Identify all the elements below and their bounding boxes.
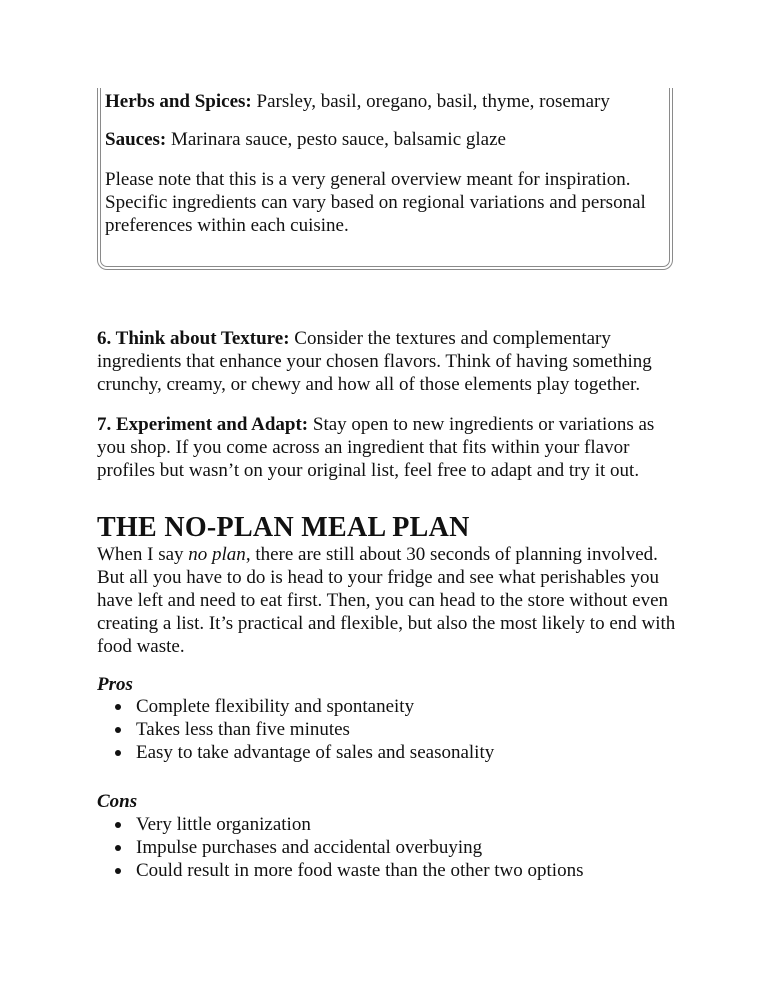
step-texture-label: 6. Think about Texture: <box>97 328 290 349</box>
pros-title: Pros <box>97 674 133 695</box>
ingredients-box <box>97 88 673 270</box>
bullet-icon <box>115 845 121 851</box>
step-experiment-text: Stay open to new ingredients or variations as you shop. If you come across an ingredient that fits within your flavor profiles but wasn’t on your original list, feel free to adapt and try it out. <box>97 414 655 481</box>
step-experiment <box>97 413 687 482</box>
bullet-icon <box>115 750 121 756</box>
list-item: Impulse purchases and accidental overbuying <box>112 836 583 859</box>
list-item: Takes less than five minutes <box>112 718 494 741</box>
step-texture-text: Consider the textures and complementary ingredients that enhance your chosen flavors. Think of having something crunchy, creamy, or chewy and how all of those elements play together. <box>97 328 652 395</box>
step-experiment-label: 7. Experiment and Adapt: <box>97 414 309 435</box>
herbs-line <box>105 90 610 113</box>
sauces-line <box>105 128 506 151</box>
bullet-icon <box>115 868 121 874</box>
pros-list <box>112 695 494 764</box>
intro-before: When I say <box>97 544 189 565</box>
section-title: THE NO-PLAN MEAL PLAN <box>97 512 470 543</box>
list-item: Could result in more food waste than the other two options <box>112 859 583 882</box>
list-item: Very little organization <box>112 813 583 836</box>
section-intro <box>97 543 682 658</box>
cons-title: Cons <box>97 791 138 812</box>
step-texture <box>97 327 687 396</box>
sauces-label: Sauces: <box>105 129 167 150</box>
intro-emphasis: no plan <box>188 544 246 565</box>
cons-list <box>112 813 583 882</box>
bullet-icon <box>115 727 121 733</box>
bullet-icon <box>115 822 121 828</box>
intro-after: , there are still about 30 seconds of planning involved. But all you have to do is head to your fridge and see what perishables you have left and need to eat first. Then, you can head to the store without even creating a list. It’s practical and flexible, but also the most likely to end with food waste. <box>97 544 676 657</box>
herbs-text: Parsley, basil, oregano, basil, thyme, rosemary <box>251 91 610 112</box>
box-note: Please note that this is a very general overview meant for inspiration. Specific ingredients can vary based on regional variations and personal preferences within each cuisine. <box>105 169 646 236</box>
list-item: Complete flexibility and spontaneity <box>112 695 494 718</box>
sauces-text: Marinara sauce, pesto sauce, balsamic glaze <box>166 129 506 150</box>
herbs-label: Herbs and Spices: <box>105 91 252 112</box>
list-item: Easy to take advantage of sales and seasonality <box>112 741 494 764</box>
bullet-icon <box>115 704 121 710</box>
